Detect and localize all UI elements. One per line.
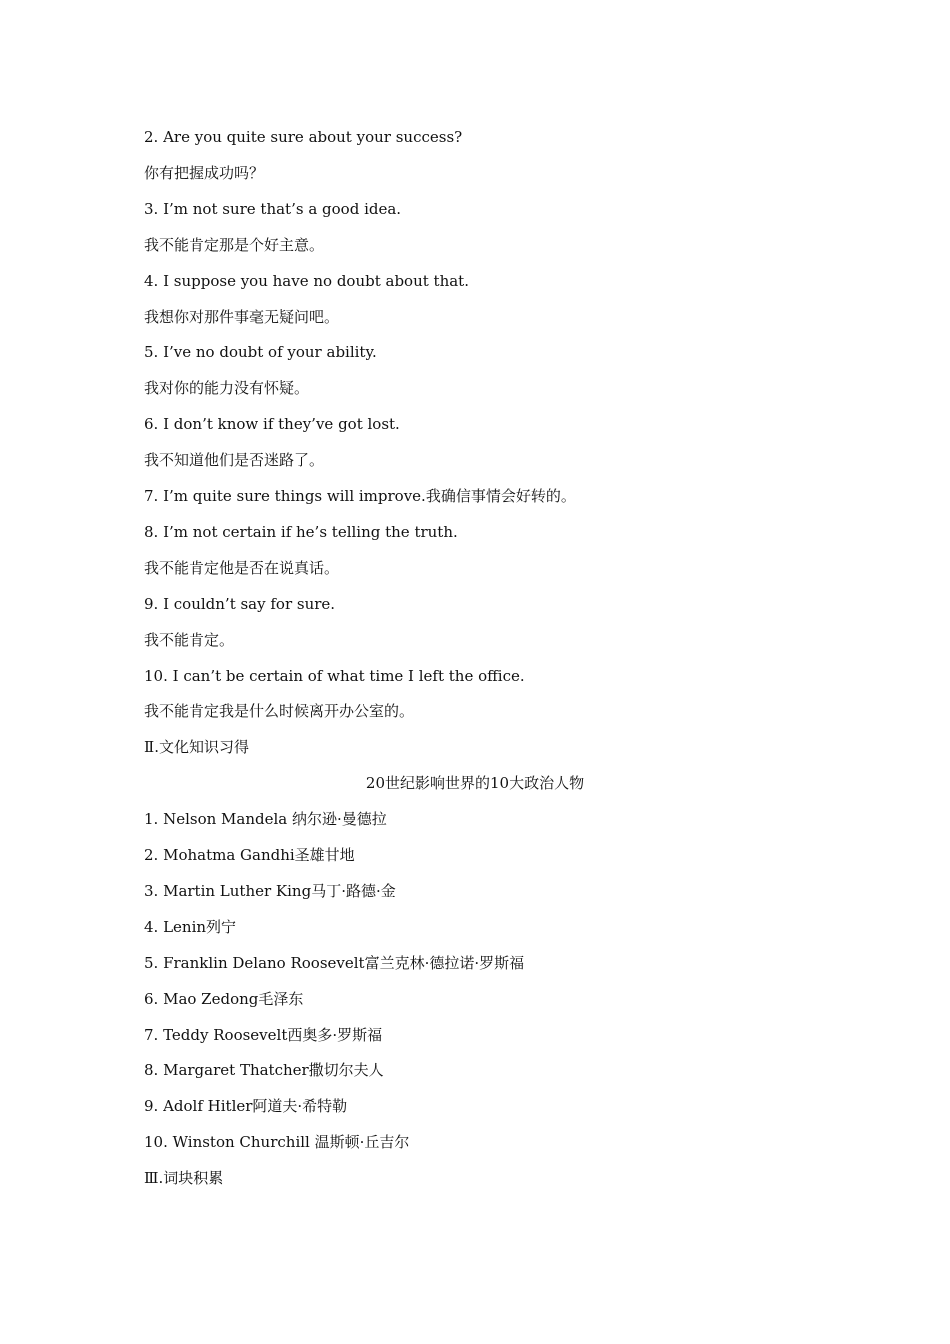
section-heading-2: Ⅱ.文化知识习得 bbox=[144, 738, 249, 756]
sentence-8-zh: 我不能肯定他是否在说真话。 bbox=[144, 559, 340, 577]
sentence-9-en: 9. I couldn’t say for sure. bbox=[144, 595, 336, 613]
sentence-6-zh: 我不知道他们是否迷路了。 bbox=[144, 451, 325, 469]
sentence-2-en: 2. Are you quite sure about your success? bbox=[144, 128, 463, 146]
sentence-10-zh: 我不能肯定我是什么时候离开办公室的。 bbox=[144, 702, 415, 720]
sentence-4-zh: 我想你对那件事毫无疑问吧。 bbox=[144, 308, 340, 326]
sentence-2-zh: 你有把握成功吗？ bbox=[144, 164, 265, 182]
figure-2: 2. Mohatma Gandhi圣雄甘地 bbox=[144, 846, 355, 864]
figure-4: 4. Lenin列宁 bbox=[144, 918, 237, 936]
sentence-10-en: 10. I can’t be certain of what time I left the office. bbox=[144, 667, 525, 685]
figure-5: 5. Franklin Delano Roosevelt富兰克林·德拉诺·罗斯福 bbox=[144, 954, 525, 972]
sentence-7: 7. I’m quite sure things will improve.我确信事情会好转的。 bbox=[144, 487, 576, 505]
figure-3: 3. Martin Luther King马丁·路德·金 bbox=[144, 882, 396, 900]
figure-1: 1. Nelson Mandela 纳尔逊·曼德拉 bbox=[144, 810, 387, 828]
figure-7: 7. Teddy Roosevelt西奥多·罗斯福 bbox=[144, 1026, 383, 1044]
figure-10: 10. Winston Churchill 温斯顿·丘吉尔 bbox=[144, 1133, 410, 1151]
sentence-4-en: 4. I suppose you have no doubt about that. bbox=[144, 272, 469, 290]
sentence-6-en: 6. I don’t know if they’ve got lost. bbox=[144, 415, 400, 433]
sentence-3-en: 3. I’m not sure that’s a good idea. bbox=[144, 200, 402, 218]
list-title: 20世纪影响世界的10大政治人物 bbox=[365, 774, 585, 792]
sentence-9-zh: 我不能肯定。 bbox=[144, 631, 235, 649]
figure-9: 9. Adolf Hitler阿道夫·希特勒 bbox=[144, 1097, 348, 1115]
section-heading-3: Ⅲ.词块积累 bbox=[144, 1169, 224, 1187]
figure-8: 8. Margaret Thatcher撒切尔夫人 bbox=[144, 1061, 384, 1079]
sentence-3-zh: 我不能肯定那是个好主意。 bbox=[144, 236, 325, 254]
sentence-5-zh: 我对你的能力没有怀疑。 bbox=[144, 379, 310, 397]
sentence-8-en: 8. I’m not certain if he’s telling the truth. bbox=[144, 523, 458, 541]
figure-6: 6. Mao Zedong毛泽东 bbox=[144, 990, 304, 1008]
sentence-5-en: 5. I’ve no doubt of your ability. bbox=[144, 343, 377, 361]
